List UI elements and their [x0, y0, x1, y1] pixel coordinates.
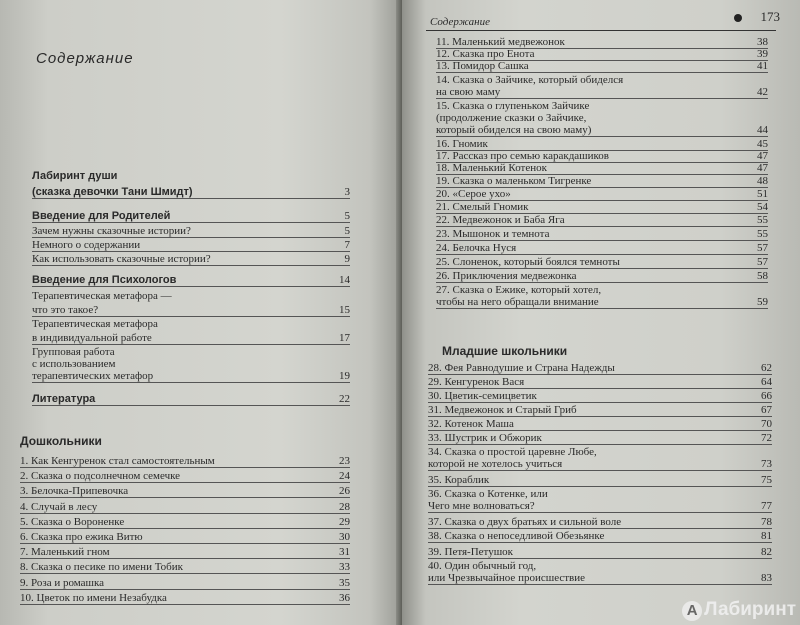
toc-entry — [428, 404, 772, 417]
toc-entry-page: 59 — [757, 296, 768, 308]
running-head: Содержание — [430, 16, 491, 28]
toc-entry-title: 6. Сказка про ежика Витю — [20, 531, 143, 543]
toc-entry — [32, 393, 350, 406]
toc-entry-page: 82 — [761, 546, 772, 558]
toc-entry-page: 39 — [757, 48, 768, 60]
toc-entry-title: 20. «Серое ухо» — [436, 188, 511, 200]
toc-entry-title: 14. Сказка о Зайчике, который обиделся — [436, 74, 624, 86]
toc-entry — [436, 60, 768, 73]
toc-entry-title: 2. Сказка о подсолнечном семечке — [20, 470, 181, 483]
page-number: 173 — [760, 9, 780, 24]
toc-entry-page: 75 — [761, 474, 772, 486]
toc-entry — [428, 500, 772, 513]
toc-entry-page: 22 — [339, 393, 350, 405]
toc-entry-title: 40. Один обычный год, — [428, 560, 537, 572]
toc-entry-title: Терапевтическая метафора — [32, 318, 158, 330]
toc-entry — [428, 432, 772, 445]
toc-entry-title: 16. Гномик — [436, 138, 488, 150]
toc-entry — [436, 270, 768, 283]
toc-entry — [32, 210, 350, 223]
toc-entry-title: 3. Белочка-Припевочка — [20, 485, 129, 498]
toc-entry-page: 36 — [339, 591, 350, 604]
toc-entry — [428, 418, 772, 431]
toc-entry — [436, 201, 768, 214]
toc-entry-title: 11. Маленький медвежонок — [436, 36, 565, 48]
section-heading: Младшие школьники — [442, 344, 568, 358]
toc-entry — [428, 560, 772, 572]
toc-entry-title: Зачем нужны сказочные истории? — [32, 225, 191, 237]
toc-entry-title: Групповая работа — [32, 346, 115, 358]
toc-entry — [32, 170, 350, 182]
toc-entry-page: 28 — [339, 500, 350, 513]
toc-entry-page: 42 — [757, 86, 768, 98]
toc-entry-page: 54 — [757, 201, 768, 213]
toc-entry-title: 39. Петя-Петушок — [428, 546, 514, 558]
bullet-icon — [734, 14, 742, 22]
toc-entry-title: 23. Мышонок и темнота — [436, 228, 550, 240]
toc-entry — [428, 390, 772, 403]
toc-entry — [20, 592, 350, 605]
toc-entry — [32, 239, 350, 252]
toc-entry — [436, 175, 768, 188]
toc-entry-title: 27. Сказка о Ежике, который хотел, — [436, 284, 602, 296]
header-rule — [426, 30, 776, 31]
toc-entry-title: 33. Шустрик и Обжорик — [428, 432, 542, 444]
toc-entry — [20, 577, 350, 590]
toc-entry-title: 21. Смелый Гномик — [436, 201, 529, 213]
toc-entry — [436, 86, 768, 99]
toc-entry — [32, 304, 350, 317]
toc-entry-page: 73 — [761, 458, 772, 470]
toc-entry-page: 57 — [757, 242, 768, 254]
toc-entry — [32, 346, 350, 358]
toc-entry-page: 24 — [339, 470, 350, 483]
toc-entry-title: 34. Сказка о простой царевне Любе, — [428, 446, 597, 458]
toc-entry-page: 35 — [339, 576, 350, 589]
toc-entry-page: 72 — [761, 432, 772, 444]
toc-entry-page: 33 — [339, 561, 350, 574]
toc-entry — [428, 488, 772, 500]
toc-entry-page: 29 — [339, 515, 350, 528]
toc-entry-page: 44 — [757, 124, 768, 136]
toc-entry — [436, 256, 768, 269]
toc-entry-title: 28. Фея Равнодушие и Страна Надежды — [428, 362, 615, 374]
toc-entry — [32, 318, 350, 330]
toc-entry-title: 4. Случай в лесу — [20, 500, 98, 513]
toc-entry-title: или Чрезвычайное происшествие — [428, 572, 585, 584]
toc-entry — [428, 458, 772, 471]
toc-entry-title: 13. Помидор Сашка — [436, 60, 529, 72]
toc-entry-page: 57 — [757, 256, 768, 268]
toc-entry-title: 37. Сказка о двух братьях и сильной воле — [428, 516, 622, 528]
toc-entry-title: 24. Белочка Нуся — [436, 242, 517, 254]
toc-entry-title: 18. Маленький Котенок — [436, 162, 547, 174]
toc-entry — [32, 332, 350, 345]
toc-entry-title: терапевтических метафор — [32, 370, 154, 382]
toc-entry-title: 12. Сказка про Енота — [436, 48, 535, 60]
toc-entry — [32, 225, 350, 238]
toc-entry — [32, 186, 350, 199]
toc-entry — [428, 446, 772, 458]
toc-entry — [428, 474, 772, 487]
toc-entry-page: 3 — [344, 186, 350, 198]
toc-entry — [20, 531, 350, 544]
toc-entry — [436, 284, 768, 296]
toc-entry-page: 47 — [757, 150, 768, 162]
toc-entry — [20, 546, 350, 559]
toc-entry-title: в индивидуальной работе — [32, 332, 152, 344]
watermark-text: Лабиринт — [704, 599, 796, 620]
toc-entry-title: 29. Кенгуренок Вася — [428, 376, 525, 388]
toc-entry-title: 5. Сказка о Вороненке — [20, 515, 125, 528]
toc-entry-title: что это такое? — [32, 304, 99, 316]
toc-entry-title: 26. Приключения медвежонка — [436, 270, 577, 282]
toc-entry-page: 78 — [761, 516, 772, 528]
section-heading: Дошкольники — [20, 434, 102, 448]
toc-entry-title: 7. Маленький гном — [20, 546, 110, 559]
toc-entry-title: Литература — [32, 393, 96, 405]
toc-entry-page: 67 — [761, 404, 772, 416]
toc-entry-title: чтобы на него обращали внимание — [436, 296, 599, 308]
toc-entry — [436, 112, 768, 124]
toc-entry-page: 55 — [757, 228, 768, 240]
toc-entry — [436, 242, 768, 255]
toc-entry-title: 32. Котенок Маша — [428, 418, 514, 430]
toc-entry-page: 19 — [339, 370, 350, 382]
toc-entry — [20, 501, 350, 514]
toc-entry-page: 45 — [757, 138, 768, 150]
toc-entry — [20, 516, 350, 529]
watermark-badge-icon: A — [682, 601, 702, 621]
toc-entry-title: (продолжение сказки о Зайчике, — [436, 112, 587, 124]
toc-entry-title: которой не хотелось учиться — [428, 458, 563, 470]
toc-entry — [32, 358, 350, 370]
toc-entry — [32, 253, 350, 266]
toc-entry — [428, 572, 772, 585]
toc-entry — [436, 162, 768, 175]
toc-entry-page: 26 — [339, 485, 350, 498]
toc-entry-page: 81 — [761, 530, 772, 542]
toc-entry-title: (сказка девочки Тани Шмидт) — [32, 186, 193, 198]
toc-entry-title: 31. Медвежонок и Старый Гриб — [428, 404, 577, 416]
toc-entry-page: 58 — [757, 270, 768, 282]
toc-entry-page: 23 — [339, 455, 350, 467]
toc-entry-title: 38. Сказка о непоседливой Обезьянке — [428, 530, 605, 542]
toc-entry-page: 48 — [757, 175, 768, 187]
toc-entry-title: Немного о содержании — [32, 239, 141, 251]
toc-entry-page: 47 — [757, 162, 768, 174]
toc-entry-title: который обиделся на свою маму) — [436, 124, 592, 136]
toc-entry — [428, 376, 772, 389]
toc-entry — [20, 485, 350, 498]
toc-entry — [436, 296, 768, 309]
toc-entry-page: 30 — [339, 531, 350, 543]
toc-entry-page: 51 — [757, 188, 768, 200]
toc-entry-title: Лабиринт души — [32, 170, 118, 182]
toc-entry-page: 5 — [344, 225, 350, 237]
toc-entry-title: Введение для Психологов — [32, 274, 177, 286]
toc-entry — [436, 124, 768, 137]
toc-entry — [32, 290, 350, 302]
toc-entry-page: 7 — [344, 239, 350, 251]
toc-entry — [20, 470, 350, 483]
toc-entry-title: Чего мне волноваться? — [428, 500, 535, 512]
toc-entry-title: 35. Кораблик — [428, 474, 490, 486]
toc-entry-page: 17 — [339, 332, 350, 344]
toc-entry-page: 41 — [757, 60, 768, 72]
toc-entry-title: 1. Как Кенгуренок стал самостоятельным — [20, 455, 215, 467]
toc-entry — [436, 74, 768, 86]
toc-entry-title: 8. Сказка о песике по имени Тобик — [20, 561, 183, 574]
toc-entry-title: Терапевтическая метафора — — [32, 290, 172, 302]
toc-entry-page: 9 — [344, 253, 350, 265]
toc-entry — [20, 561, 350, 574]
toc-entry-title: 15. Сказка о глупеньком Зайчике — [436, 100, 590, 112]
contents-title: Содержание — [36, 50, 134, 67]
toc-entry-title: с использованием — [32, 358, 116, 370]
toc-entry-page: 62 — [761, 362, 772, 374]
toc-entry-title: 19. Сказка о маленьком Тигренке — [436, 175, 592, 187]
toc-entry-title: 22. Медвежонок и Баба Яга — [436, 214, 565, 226]
toc-entry-page: 55 — [757, 214, 768, 226]
toc-entry-title: 36. Сказка о Котенке, или — [428, 488, 548, 500]
toc-entry — [436, 188, 768, 201]
toc-entry-title: 9. Роза и ромашка — [20, 576, 105, 589]
toc-entry-page: 83 — [761, 572, 772, 584]
right-page — [402, 0, 800, 625]
toc-entry-title: 25. Слоненок, который боялся темноты — [436, 256, 620, 268]
toc-entry-title: 10. Цветок по имени Незабудка — [20, 591, 167, 604]
watermark-logo — [682, 599, 796, 621]
toc-entry — [428, 362, 772, 375]
toc-entry — [436, 100, 768, 112]
toc-entry-page: 70 — [761, 418, 772, 430]
toc-entry — [436, 228, 768, 241]
toc-entry-title: на свою маму — [436, 86, 501, 98]
toc-entry — [436, 214, 768, 227]
toc-entry-title: Как использовать сказочные истории? — [32, 253, 211, 265]
toc-entry-title: 17. Рассказ про семью каракдашиков — [436, 150, 610, 162]
toc-entry-page: 38 — [757, 36, 768, 48]
toc-entry — [428, 516, 772, 529]
toc-entry-page: 64 — [761, 376, 772, 388]
toc-entry-page: 66 — [761, 390, 772, 402]
toc-entry-page: 15 — [339, 304, 350, 316]
toc-entry-title: Введение для Родителей — [32, 210, 171, 222]
toc-entry — [32, 370, 350, 383]
toc-entry — [20, 455, 350, 468]
toc-entry — [32, 274, 350, 287]
toc-entry — [428, 546, 772, 559]
toc-entry — [428, 530, 772, 543]
toc-entry-title: 30. Цветик-семицветик — [428, 390, 537, 402]
toc-entry-page: 31 — [339, 546, 350, 559]
toc-entry-page: 5 — [344, 210, 350, 222]
toc-entry-page: 77 — [761, 500, 772, 512]
toc-entry-page: 14 — [339, 274, 350, 286]
